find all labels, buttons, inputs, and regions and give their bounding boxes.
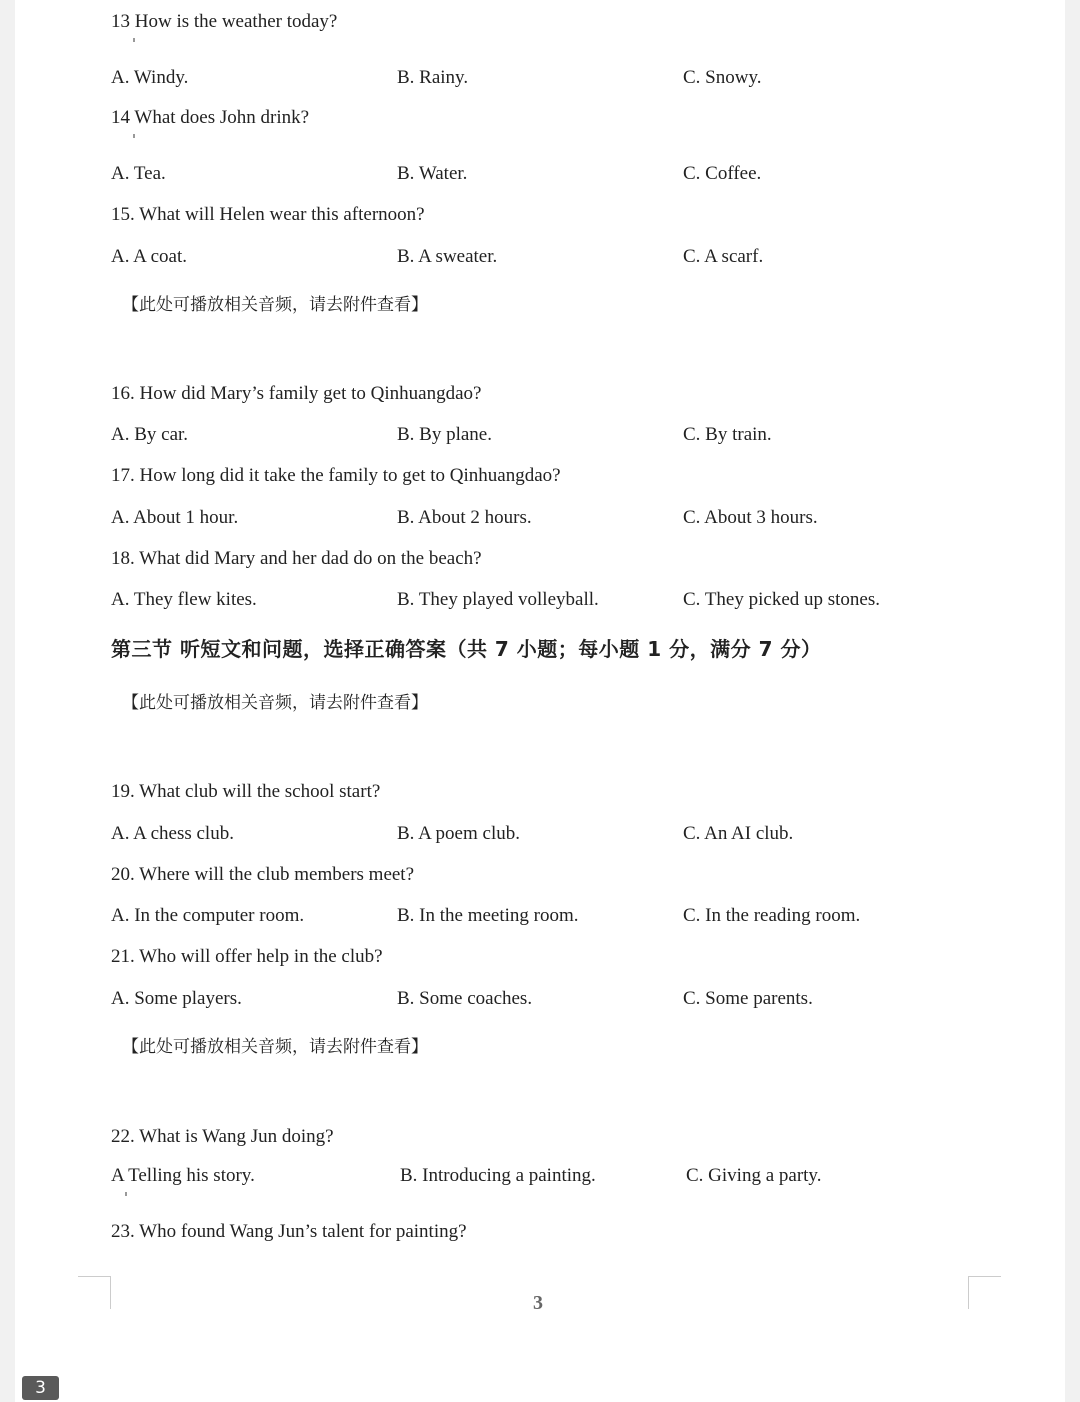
question-23: 23. Who found Wang Jun’s talent for painting? <box>111 1221 467 1242</box>
q15-option-b: B. A sweater. <box>397 246 498 267</box>
q15-option-a: A. A coat. <box>111 246 187 267</box>
q17-option-c: C. About 3 hours. <box>683 507 818 528</box>
mark <box>133 134 135 138</box>
q21-option-c: C. Some parents. <box>683 988 813 1009</box>
q13-option-b: B. Rainy. <box>397 67 469 88</box>
q18-option-c: C. They picked up stones. <box>683 589 881 610</box>
page-indicator-badge[interactable]: 3 <box>22 1376 59 1400</box>
q18-option-a: A. They flew kites. <box>111 589 257 610</box>
crop-mark <box>968 1276 1001 1309</box>
question-22: 22. What is Wang Jun doing? <box>111 1126 334 1147</box>
audio-note-link[interactable]: 【此处可播放相关音频，请去附件查看】 <box>122 295 428 315</box>
page-number: 3 <box>533 1292 543 1314</box>
q14-option-b: B. Water. <box>397 163 468 184</box>
question-14: 14 What does John drink? <box>111 107 310 128</box>
q14-option-c: C. Coffee. <box>683 163 762 184</box>
question-19: 19. What club will the school start? <box>111 781 381 802</box>
question-20: 20. Where will the club members meet? <box>111 864 415 885</box>
q19-option-c: C. An AI club. <box>683 823 794 844</box>
q13-option-a: A. Windy. <box>111 67 189 88</box>
mark <box>125 1192 127 1196</box>
question-16: 16. How did Mary’s family get to Qinhuangdao? <box>111 383 482 404</box>
q21-option-b: B. Some coaches. <box>397 988 533 1009</box>
question-21: 21. Who will offer help in the club? <box>111 946 383 967</box>
q22-option-c: C. Giving a party. <box>686 1165 822 1186</box>
mark <box>133 38 135 42</box>
q20-option-b: B. In the meeting room. <box>397 905 579 926</box>
q13-option-c: C. Snowy. <box>683 67 762 88</box>
question-17: 17. How long did it take the family to get to Qinhuangdao? <box>111 465 561 486</box>
q22-option-b: B. Introducing a painting. <box>400 1165 596 1186</box>
q17-option-b: B. About 2 hours. <box>397 507 532 528</box>
q16-option-c: C. By train. <box>683 424 772 445</box>
q15-option-c: C. A scarf. <box>683 246 764 267</box>
audio-note-link[interactable]: 【此处可播放相关音频，请去附件查看】 <box>122 1037 428 1057</box>
section-3-heading: 第三节 听短文和问题，选择正确答案（共 7 小题；每小题 1 分，满分 7 分） <box>111 637 822 661</box>
q22-option-a: A Telling his story. <box>111 1165 255 1186</box>
q20-option-a: A. In the computer room. <box>111 905 305 926</box>
audio-note-link[interactable]: 【此处可播放相关音频，请去附件查看】 <box>122 693 428 713</box>
q16-option-b: B. By plane. <box>397 424 492 445</box>
q19-option-b: B. A poem club. <box>397 823 520 844</box>
question-13: 13 How is the weather today? <box>111 11 338 32</box>
q16-option-a: A. By car. <box>111 424 189 445</box>
q14-option-a: A. Tea. <box>111 163 166 184</box>
question-18: 18. What did Mary and her dad do on the beach? <box>111 548 482 569</box>
q21-option-a: A. Some players. <box>111 988 242 1009</box>
crop-mark <box>78 1276 111 1309</box>
q19-option-a: A. A chess club. <box>111 823 234 844</box>
q20-option-c: C. In the reading room. <box>683 905 861 926</box>
question-15: 15. What will Helen wear this afternoon? <box>111 204 425 225</box>
q18-option-b: B. They played volleyball. <box>397 589 599 610</box>
q17-option-a: A. About 1 hour. <box>111 507 239 528</box>
